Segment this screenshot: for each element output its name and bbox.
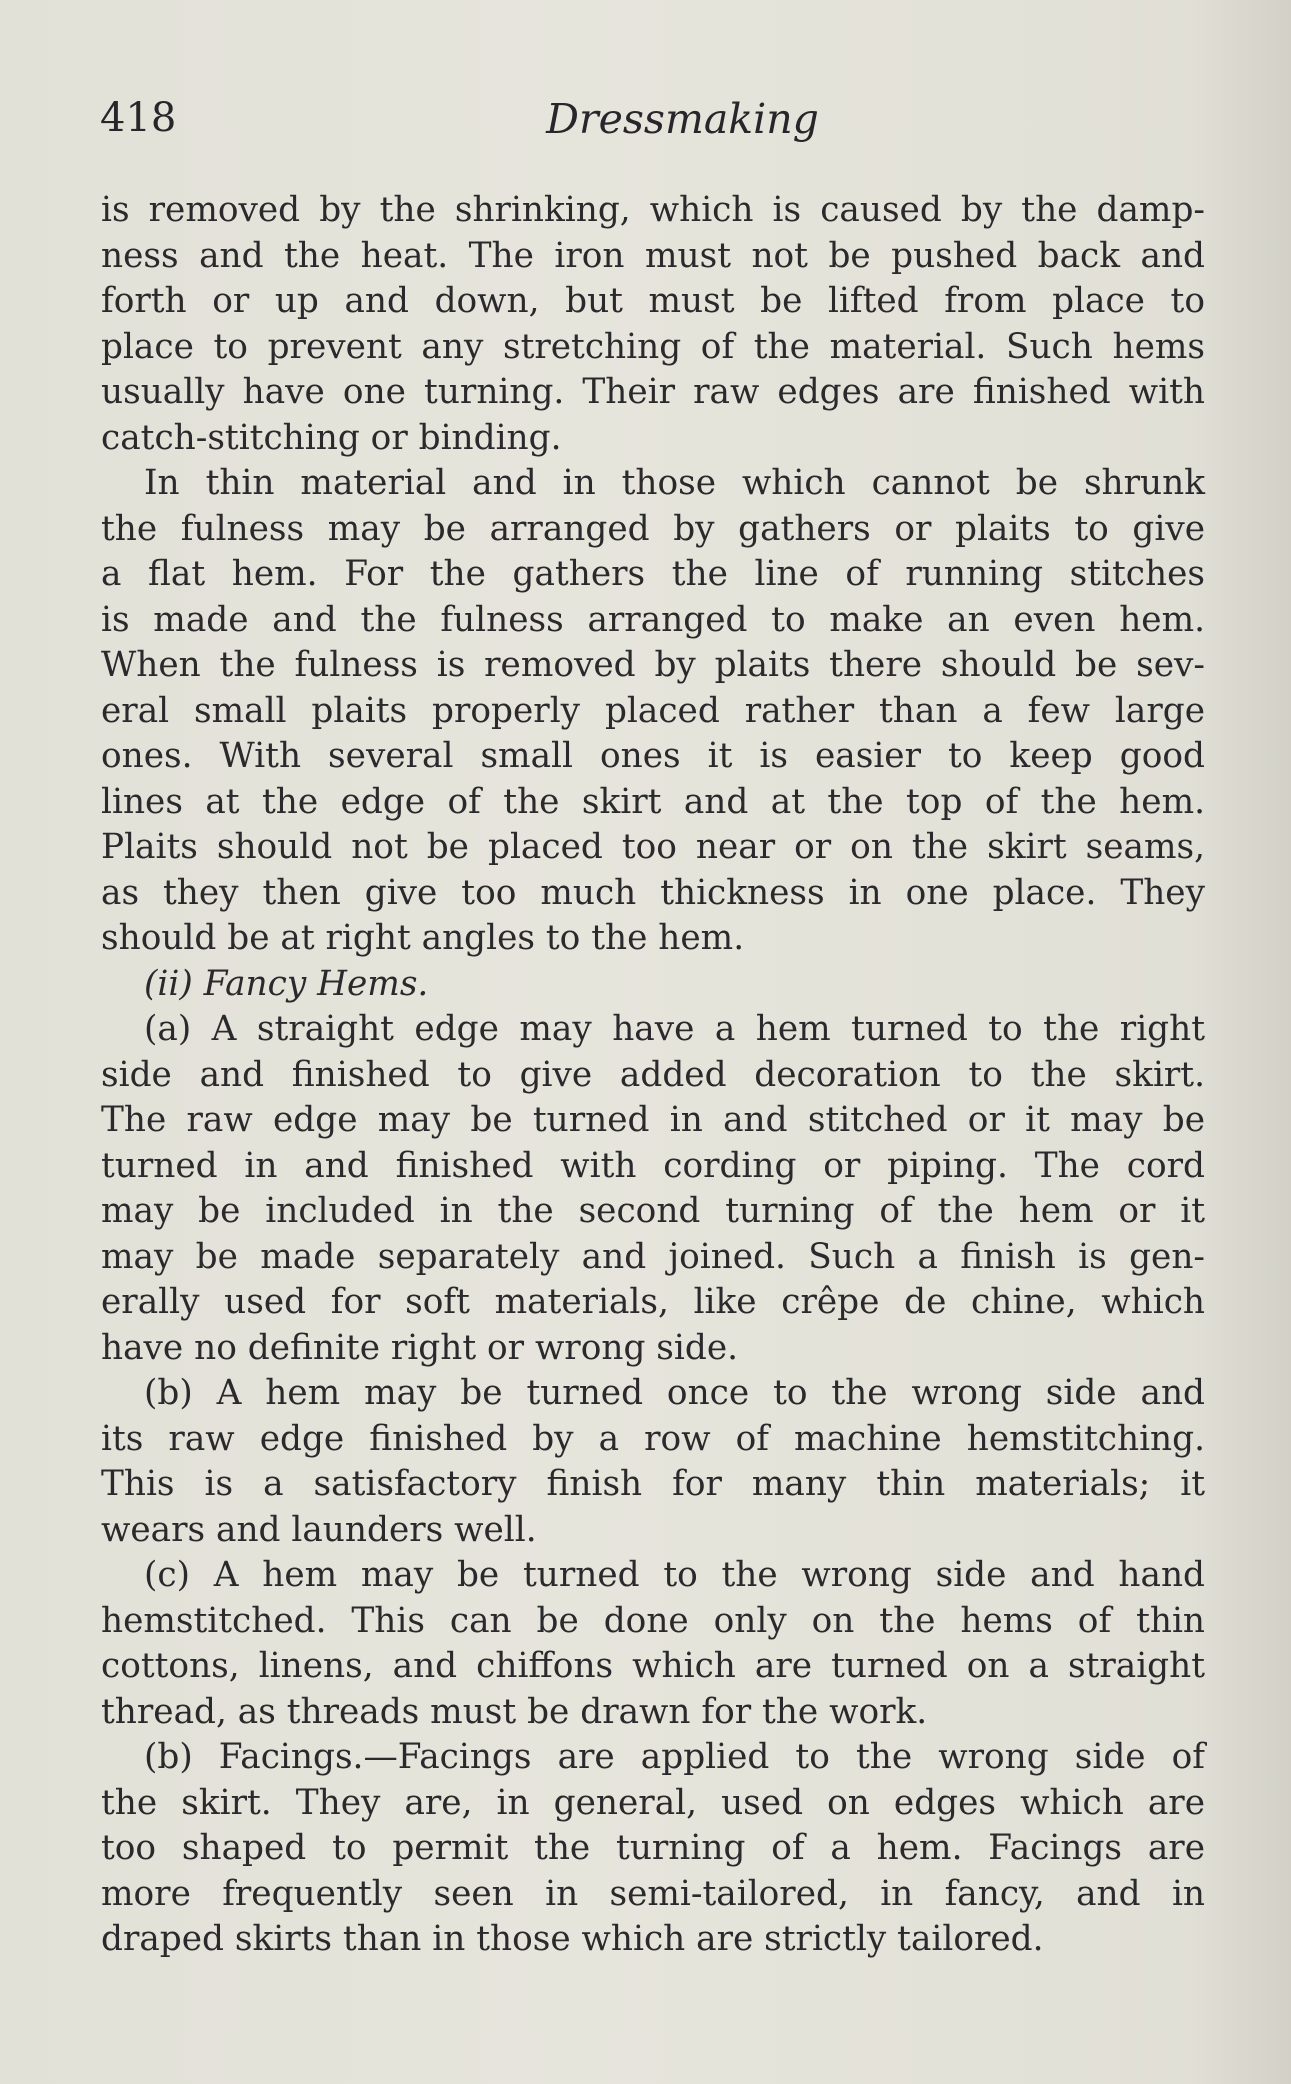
text-line: lines at the edge of the skirt and at the top of the hem. — [101, 781, 1205, 822]
text-line: as they then give too much thickness in one place. They — [101, 872, 1205, 913]
text-line: Plaits should not be placed too near or on the skirt seams, — [101, 827, 1205, 867]
text-line: draped skirts than in those which are strictly tailored. — [101, 1919, 1044, 1959]
text-line: turned in and finished with cording or piping. The cord — [101, 1145, 1205, 1186]
text-line: wears and launders well. — [101, 1509, 537, 1550]
text-line: This is a satisfactory finish for many thin materials; it — [101, 1464, 1205, 1504]
text-line: (a) A straight edge may have a hem turned to the right — [144, 1009, 1205, 1049]
text-line: The raw edge may be turned in and stitched or it may be — [101, 1100, 1205, 1140]
body-text — [101, 188, 1205, 1963]
text-line: cottons, linens, and chiffons which are turned on a straight — [101, 1646, 1205, 1686]
text-line: is removed by the shrinking, which is caused by the damp- — [101, 190, 1205, 230]
text-line: is made and the fulness arranged to make an even hem. — [101, 599, 1205, 640]
text-line: side and finished to give added decoration to the skirt. — [101, 1054, 1205, 1095]
text-line: catch-stitching or binding. — [101, 417, 562, 458]
text-line: more frequently seen in semi-tailored, in fancy, and in — [101, 1873, 1205, 1914]
text-line: hemstitched. This can be done only on the hems of thin — [101, 1600, 1205, 1641]
text-line: usually have one turning. Their raw edges are finished with — [101, 372, 1205, 412]
text-line: eral small plaits properly placed rather than a few large — [101, 690, 1205, 731]
text-line: (b) A hem may be turned once to the wrong side and — [144, 1373, 1205, 1413]
text-line: too shaped to permit the turning of a hem. Facings are — [101, 1828, 1205, 1868]
text-line: place to prevent any stretching of the material. Such hems — [101, 326, 1205, 367]
text-line: (ii) Fancy Hems. — [144, 963, 429, 1004]
text-line: ness and the heat. The iron must not be pushed back and — [101, 235, 1205, 276]
text-line: should be at right angles to the hem. — [101, 918, 745, 958]
text-line: have no definite right or wrong side. — [101, 1327, 739, 1368]
text-line: the fulness may be arranged by gathers or plaits to give — [101, 508, 1205, 549]
text-line: erally used for soft materials, like crêpe de chine, which — [101, 1282, 1205, 1322]
text-line: ones. With several small ones it is easier to keep good — [101, 736, 1205, 776]
page-number: 418 — [100, 95, 177, 141]
text-line: thread, as threads must be drawn for the work. — [101, 1691, 928, 1732]
text-line: (c) A hem may be turned to the wrong side and hand — [144, 1555, 1205, 1595]
running-title: Dressmaking — [546, 95, 819, 143]
text-line: (b) Facings.—Facings are applied to the wrong side of — [144, 1737, 1205, 1777]
text-line: may be made separately and joined. Such a finish is gen- — [101, 1236, 1205, 1277]
text-line: may be included in the second turning of the hem or it — [101, 1191, 1205, 1231]
text-line: the skirt. They are, in general, used on edges which are — [101, 1782, 1205, 1823]
text-line: When the fulness is removed by plaits there should be sev- — [101, 645, 1205, 685]
text-line: forth or up and down, but must be lifted from place to — [101, 281, 1205, 321]
page-header — [100, 95, 1205, 155]
text-line: its raw edge finished by a row of machine hemstitching. — [101, 1418, 1205, 1459]
text-line: In thin material and in those which cannot be shrunk — [144, 463, 1205, 503]
text-line: a flat hem. For the gathers the line of running stitches — [101, 554, 1205, 594]
